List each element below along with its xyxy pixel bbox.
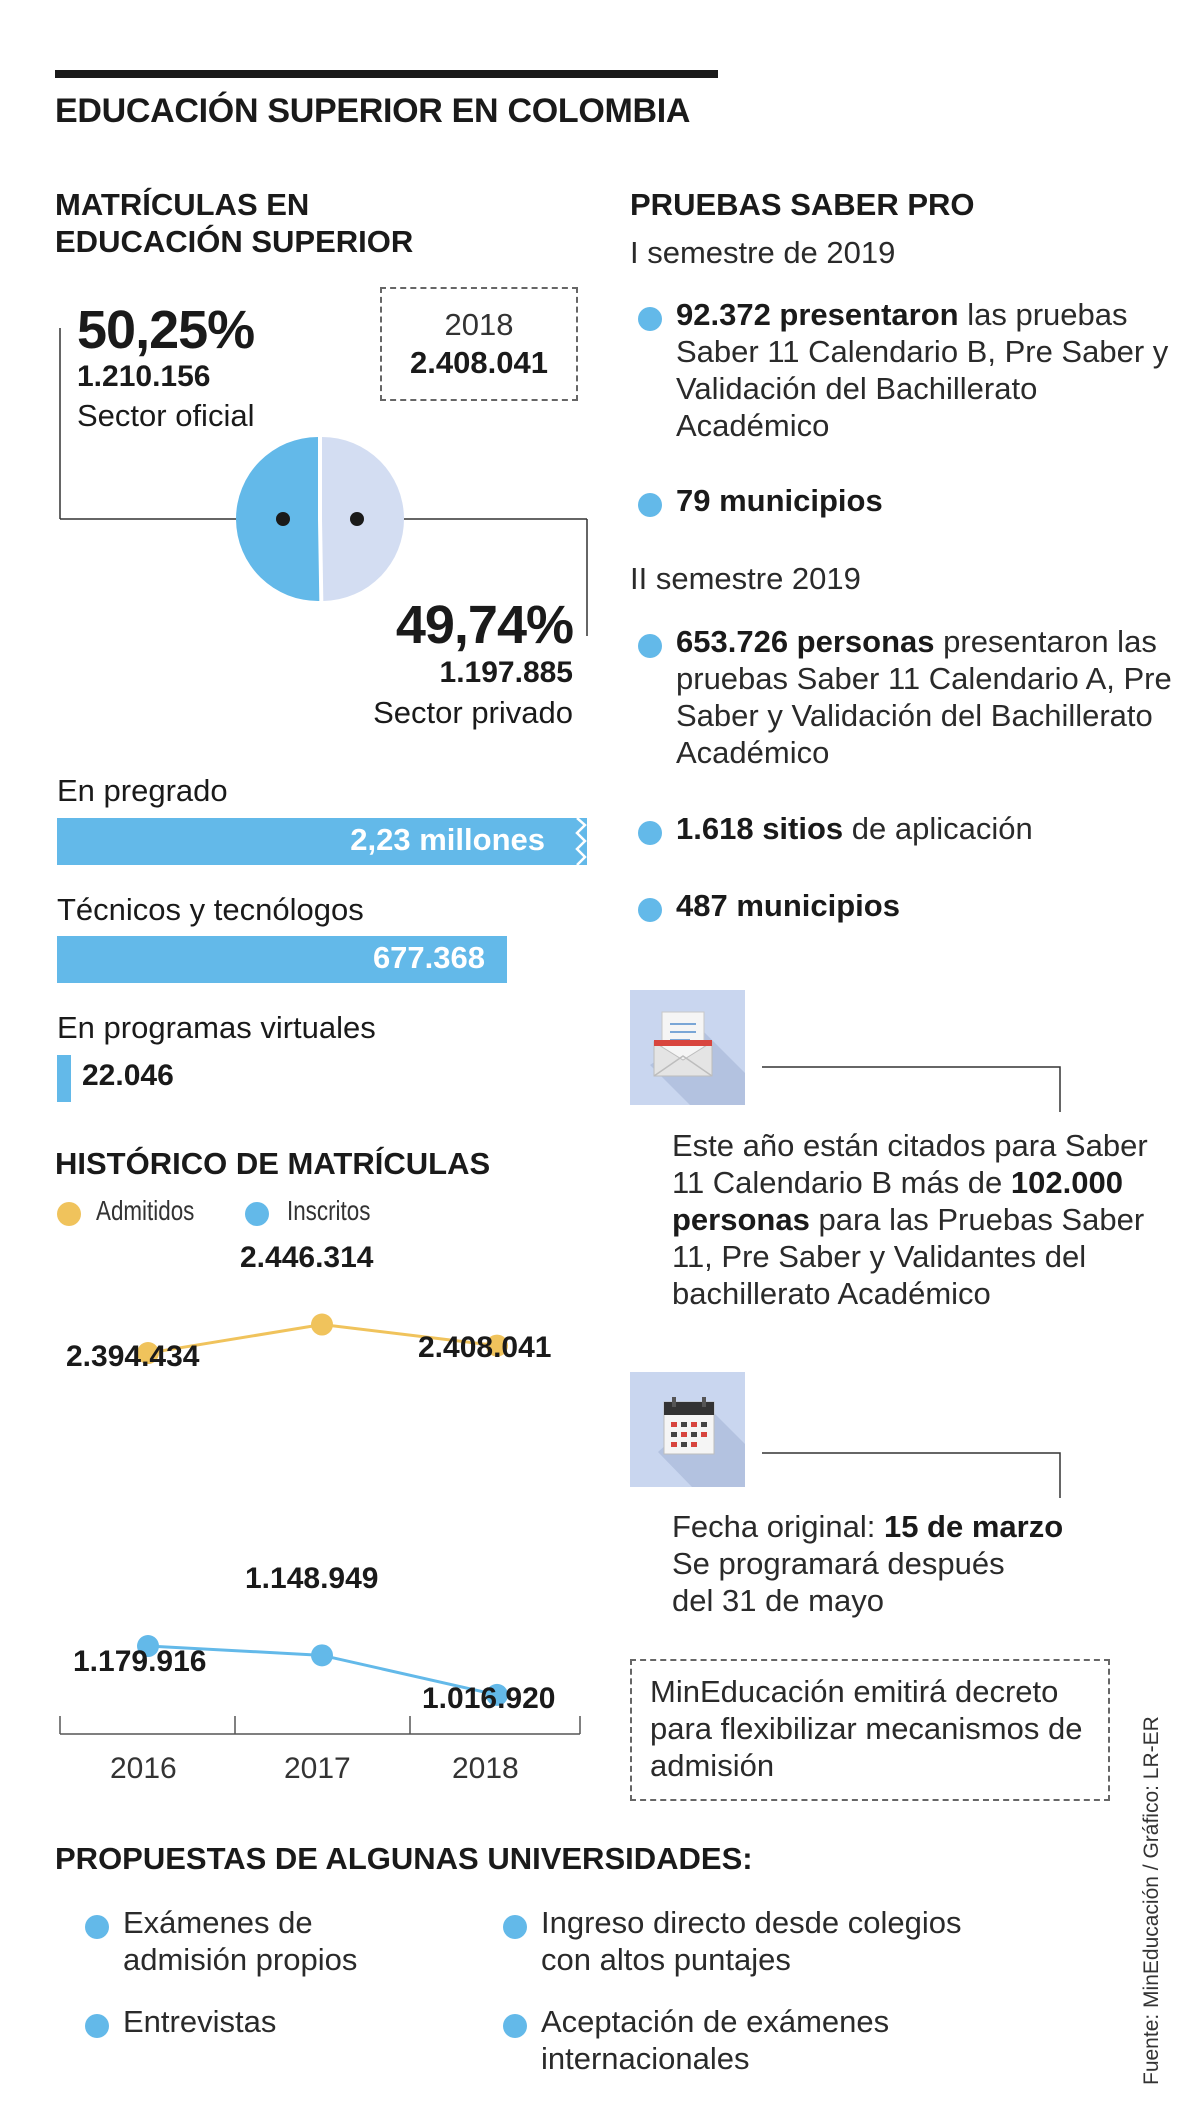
bullet-icon [503, 1915, 527, 1939]
point-admitidos-2017 [311, 1314, 333, 1336]
bar-label-tecnicos: Técnicos y tecnólogos [57, 892, 364, 927]
privado-pct: 49,74% [395, 595, 573, 655]
bullet-icon [638, 307, 662, 331]
legend-admitidos: Admitidos [96, 1195, 195, 1226]
sem1-heading: I semestre de 2019 [630, 235, 896, 270]
citados-text: Este año están citados para Saber 11 Calendario B más de 102.000 personas para las Pruebas Saber 11, Pre Saber y Validantes del bachillerato Académico [672, 1128, 1148, 1311]
bar-label-virtuales: En programas virtuales [57, 1010, 376, 1045]
decreto-box [630, 1659, 1110, 1801]
sem1-item-municipios: 79 municipios [638, 482, 1178, 519]
legend-inscritos: Inscritos [287, 1195, 371, 1226]
admitidos-label-2018: 2.408.041 [418, 1331, 552, 1364]
inscritos-label-2018: 1.016.920 [422, 1682, 556, 1715]
x-tick-2017: 2017 [284, 1752, 351, 1785]
page-title: EDUCACIÓN SUPERIOR EN COLOMBIA [55, 92, 691, 130]
bar-label-pregrado: En pregrado [57, 773, 228, 808]
sem1-item-presentaron: 92.372 presentaron las pruebas Saber 11 Calendario B, Pre Saber y Validación del Bachillerato Académico [638, 296, 1178, 444]
oficial-pct: 50,25% [77, 300, 255, 360]
bar-tecnicos [57, 936, 507, 983]
bar-value-tecnicos: 677.368 [372, 940, 485, 975]
calendar-icon [630, 1372, 745, 1487]
bar-break-icon [563, 818, 587, 865]
privado-label: Sector privado [373, 695, 573, 730]
pie-marker-privado [350, 512, 364, 526]
total-value: 2.408.041 [410, 345, 548, 380]
bar-pregrado [57, 818, 587, 865]
privado-count: 1.197.885 [439, 656, 573, 689]
propuesta-item: Exámenes de admisión propios [85, 1904, 405, 1978]
inscritos-label-2017: 1.148.949 [245, 1562, 379, 1595]
inscritos-label-2016: 1.179.916 [73, 1645, 207, 1678]
propuestas-heading: PROPUESTAS DE ALGUNAS UNIVERSIDADES: [55, 1841, 753, 1876]
source-credit: Fuente: MinEducación / Gráfico: LR-ER [1140, 1716, 1163, 2085]
bar-value-virtuales: 22.046 [82, 1059, 174, 1092]
propuesta-item: Ingreso directo desde colegios con altos puntajes [503, 1904, 983, 1978]
decreto-text: MinEducación emitirá decreto para flexibilizar mecanismos de admisión [650, 1674, 1083, 1783]
bullet-icon [638, 634, 662, 658]
matriculas-heading: MATRÍCULAS EN EDUCACIÓN SUPERIOR [55, 187, 414, 259]
historico-heading: HISTÓRICO DE MATRÍCULAS [55, 1146, 491, 1181]
bar-value-pregrado: 2,23 millones [350, 822, 545, 857]
point-inscritos-2017 [311, 1644, 333, 1666]
top-rule [55, 70, 718, 78]
total-year: 2018 [444, 307, 514, 342]
envelope-icon [630, 990, 745, 1105]
sem2-heading: II semestre 2019 [630, 561, 861, 596]
saber-heading: PRUEBAS SABER PRO [630, 187, 975, 222]
envelope-connector [760, 1060, 1070, 1115]
bullet-icon [85, 1915, 109, 1939]
x-tick-2018: 2018 [452, 1752, 519, 1785]
bullet-icon [85, 2014, 109, 2038]
propuesta-item: Entrevistas [85, 2003, 405, 2040]
calendar-connector [760, 1446, 1070, 1501]
pie-marker-oficial [276, 512, 290, 526]
admitidos-label-2017: 2.446.314 [240, 1241, 374, 1274]
historico-line-chart [0, 1240, 620, 1820]
bullet-icon [638, 898, 662, 922]
sem2-item-municipios: 487 municipios [638, 887, 1178, 924]
x-tick-2016: 2016 [110, 1752, 177, 1785]
oficial-count: 1.210.156 [77, 360, 211, 393]
fecha-text: Fecha original: 15 de marzo Se programará después del 31 de mayo [672, 1509, 1064, 1618]
oficial-label: Sector oficial [77, 398, 255, 433]
legend-inscritos-swatch [245, 1202, 269, 1226]
sem2-item-personas: 653.726 personas presentaron las pruebas Saber 11 Calendario A, Pre Saber y Validación del Bachillerato Académico [638, 623, 1178, 771]
admitidos-label-2016: 2.394.434 [66, 1340, 200, 1373]
propuesta-item: Aceptación de exámenes internacionales [503, 2003, 923, 2077]
sem2-item-sitios: 1.618 sitios de aplicación [638, 810, 1178, 847]
bullet-icon [638, 821, 662, 845]
bar-virtuales [57, 1055, 71, 1102]
legend-admitidos-swatch [57, 1202, 81, 1226]
bullet-icon [638, 493, 662, 517]
bullet-icon [503, 2014, 527, 2038]
